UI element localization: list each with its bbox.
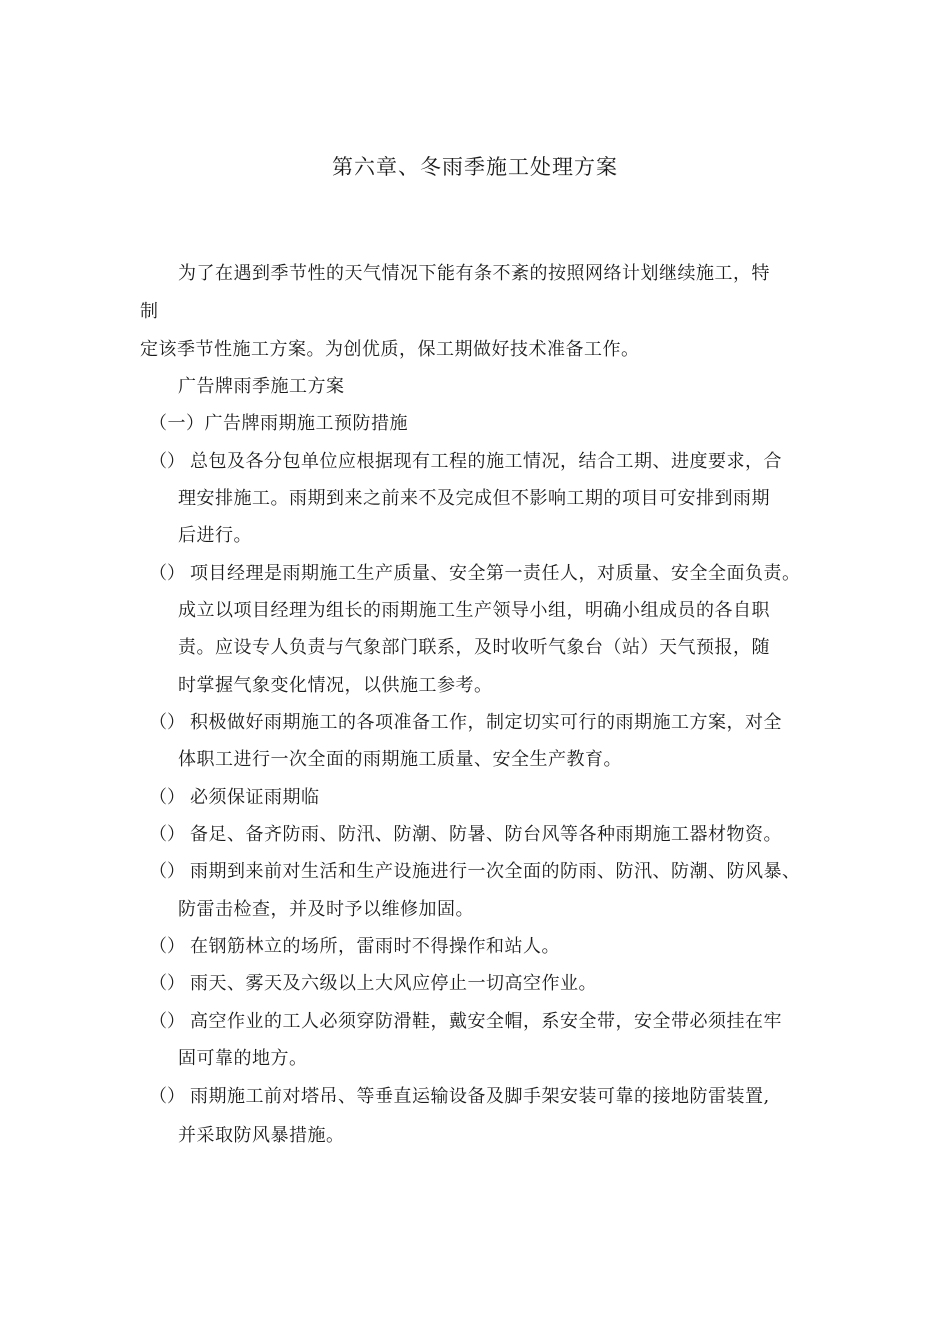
item-text-line: 在钢筋林立的场所，雷雨时不得操作和站人。 [190, 936, 560, 957]
bullet-marker: （） [149, 1086, 185, 1107]
bullet-marker: （） [149, 936, 185, 957]
intro-line-1: 为了在遇到季节性的天气情况下能有条不紊的按照网络计划继续施工，特 [178, 263, 770, 284]
item-text-line: 必须保证雨期临 [190, 787, 320, 808]
item-text-line: 高空作业的工人必须穿防滑鞋，戴安全帽，系安全带，安全带必须挂在牢 [190, 1011, 782, 1032]
item-text-line: 雨期施工前对塔吊、等垂直运输设备及脚手架安装可靠的接地防雷装置, [190, 1086, 770, 1107]
intro-line-3: 定该季节性施工方案。为创优质，保工期做好技术准备工作。 [140, 339, 640, 360]
intro-line-2: 制 [140, 301, 159, 322]
item-text-line: 总包及各分包单位应根据现有工程的施工情况，结合工期、进度要求，合 [190, 451, 782, 472]
bullet-marker: （） [149, 712, 185, 733]
item-text-line: 项目经理是雨期施工生产质量、安全第一责任人，对质量、安全全面负责。 [190, 563, 801, 584]
bullet-marker: （） [149, 973, 185, 994]
item-text-line: 雨天、雾天及六级以上大风应停止一切高空作业。 [190, 973, 597, 994]
page-title: 第六章、冬雨季施工处理方案 [332, 155, 618, 179]
bullet-marker: （） [149, 824, 185, 845]
item-text-line: 备足、备齐防雨、防汛、防潮、防暑、防台风等各种雨期施工器材物资。 [190, 824, 782, 845]
bullet-marker: （） [149, 787, 185, 808]
bullet-marker: （） [149, 563, 185, 584]
section-heading: 广告牌雨季施工方案 [178, 376, 345, 397]
bullet-marker: （） [149, 861, 185, 882]
item-text-line: 雨期到来前对生活和生产设施进行一次全面的防雨、防汛、防潮、防风暴、 [190, 861, 801, 882]
item-text-line: 责。应设专人负责与气象部门联系，及时收听气象台（站）天气预报，随 [178, 637, 770, 658]
item-text-line: 成立以项目经理为组长的雨期施工生产领导小组，明确小组成员的各自职 [178, 600, 770, 621]
item-text-line: 理安排施工。雨期到来之前来不及完成但不影响工期的项目可安排到雨期 [178, 488, 770, 509]
item-text-line: 固可靠的地方。 [178, 1048, 308, 1069]
item-text-line: 后进行。 [178, 525, 252, 546]
item-text-line: 防雷击检查，并及时予以维修加固。 [178, 899, 474, 920]
item-text-line: 积极做好雨期施工的各项准备工作，制定切实可行的雨期施工方案，对全 [190, 712, 782, 733]
item-text-line: 体职工进行一次全面的雨期施工质量、安全生产教育。 [178, 749, 622, 770]
bullet-marker: （） [149, 451, 185, 472]
item-text-line: 时掌握气象变化情况，以供施工参考。 [178, 675, 493, 696]
bullet-marker: （） [149, 1011, 185, 1032]
subsection-heading: （一）广告牌雨期施工预防措施 [149, 413, 408, 434]
item-text-line: 并采取防风暴措施。 [178, 1125, 345, 1146]
